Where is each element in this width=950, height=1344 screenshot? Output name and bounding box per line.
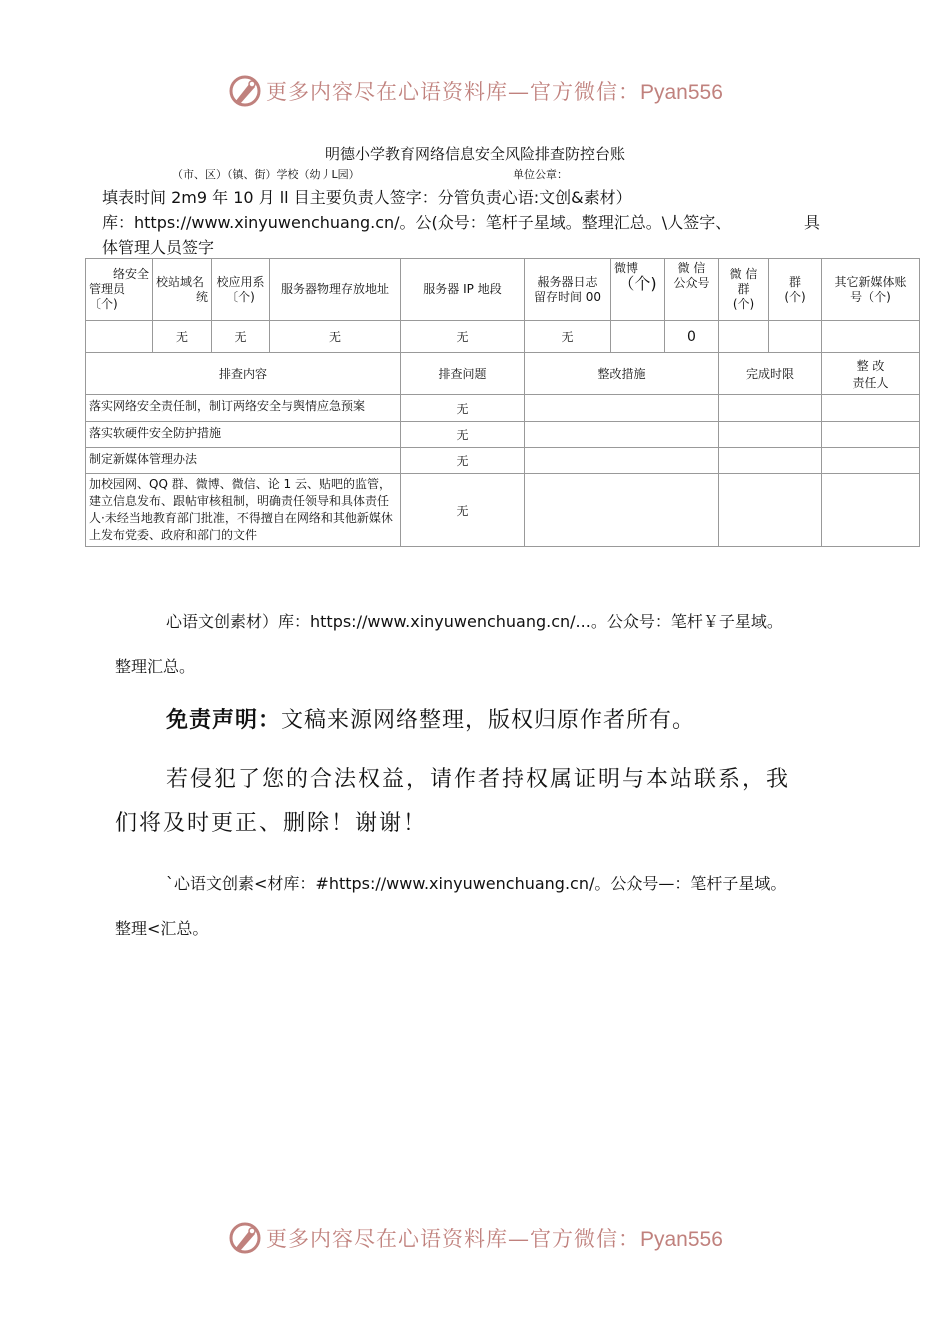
meta-location: （市、区）（镇、街）学校（幼丿L园）	[172, 168, 360, 181]
table-row	[86, 474, 920, 547]
disclaimer-line-2: 若侵犯了您的合法权益，请作者持权属证明与本站联系，我	[166, 767, 791, 792]
watermark-text: 更多内容尽在心语资料库—官方微信：Pyan556	[266, 1227, 723, 1251]
row-deadline	[719, 448, 822, 474]
header-domain: 校站域名 统	[153, 259, 212, 321]
section-content: 排查内容	[86, 353, 401, 395]
header-server-address: 服务器物理存放地址	[270, 259, 401, 321]
page-title: 明德小学教育网络信息安全风险排查防控台账	[324, 145, 625, 163]
header-other-media: 其它新媒体账 号（个)	[822, 259, 920, 321]
signature-line-end: 具	[804, 213, 821, 232]
risk-table	[85, 258, 920, 547]
value-cell: 无	[270, 321, 401, 353]
meta-stamp: 单位公章：	[513, 168, 568, 181]
section-deadline: 完成时限	[719, 353, 822, 395]
header-admin: 络安全 管理员 〔个)	[86, 259, 153, 321]
value-cell	[822, 321, 920, 353]
header-app-system: 校应用系 〔个)	[212, 259, 270, 321]
signature-line: 库：https://www.xinyuwenchuang.cn/。公(众号：笔杆子星域。整理汇总。\人签字、	[102, 213, 732, 232]
value-cell: 无	[525, 321, 611, 353]
table-row	[86, 422, 920, 448]
pen-logo-icon	[228, 74, 262, 108]
row-issue: 无	[401, 422, 525, 448]
pen-logo-icon	[228, 1221, 262, 1255]
value-cell	[769, 321, 822, 353]
disclaimer-line-3: 们将及时更正、删除！谢谢！	[115, 811, 428, 836]
row-content: 落实网络安全责任制，制订两络安全与舆情应急预案	[86, 395, 401, 422]
value-cell: 0	[665, 321, 719, 353]
fill-date-line: 填表时间 2m9 年 10 月 ll 目主要负责人签字：分管负责心语:文创&素材）	[102, 188, 632, 207]
manager-sign-line: 体管理人员签字	[102, 238, 215, 257]
disclaimer-label: 免责声明：	[166, 708, 282, 733]
value-cell: 无	[153, 321, 212, 353]
row-measure	[525, 474, 719, 547]
header-log-retention: 赧务器日志 留存时间 00	[525, 259, 611, 321]
header-server-ip: 服务器 IP 地段	[401, 259, 525, 321]
row-issue: 无	[401, 448, 525, 474]
watermark-bottom	[228, 1221, 723, 1255]
value-cell: 无	[212, 321, 270, 353]
row-issue: 无	[401, 395, 525, 422]
row-measure	[525, 395, 719, 422]
watermark-top	[228, 74, 723, 108]
table-row	[86, 395, 920, 422]
row-owner	[822, 474, 920, 547]
row-measure	[525, 422, 719, 448]
row-issue: 无	[401, 474, 525, 547]
value-cell	[86, 321, 153, 353]
source-paragraph-1: 心语文创素材）库：https://www.xinyuwenchuang.cn/...。公众号：笔杆￥子星域。	[166, 612, 783, 631]
row-owner	[822, 422, 920, 448]
table-row	[86, 448, 920, 474]
section-header-row	[86, 353, 920, 395]
row-content: 制定新媒体管理办法	[86, 448, 401, 474]
header-group: 群 (个)	[769, 259, 822, 321]
table-values-row	[86, 321, 920, 353]
row-measure	[525, 448, 719, 474]
header-weibo: 微博 （个)	[611, 259, 665, 321]
row-owner	[822, 448, 920, 474]
row-content: 落实软硬件安全防护措施	[86, 422, 401, 448]
section-issue: 排查问题	[401, 353, 525, 395]
row-deadline	[719, 395, 822, 422]
value-cell	[611, 321, 665, 353]
header-wechat-group: 微 信 群 (个)	[719, 259, 769, 321]
section-owner: 整 改 责任人	[822, 353, 920, 395]
row-deadline	[719, 422, 822, 448]
source-paragraph-1-end: 整理汇总。	[115, 657, 196, 676]
header-wechat-account: 微 信 公众号	[665, 259, 719, 321]
watermark-text: 更多内容尽在心语资料库—官方微信：Pyan556	[266, 80, 723, 104]
value-cell: 无	[401, 321, 525, 353]
section-measure: 整改措施	[525, 353, 719, 395]
row-content: 加校园网、QQ 群、微博、微信、论 1 云、贴吧的监管，建立信息发布、跟帖审核租制，明确责任领导和具体责任人·未经当地教育部门批准，不得擅自在网络和其他新媒休上发布党委、政府和部门的文件	[86, 474, 401, 547]
row-deadline	[719, 474, 822, 547]
source-paragraph-2-end: 整理<汇总。	[115, 919, 209, 938]
disclaimer-line-1: 免责声明：文稿来源网络整理，版权归原作者所有。	[166, 708, 696, 733]
row-owner	[822, 395, 920, 422]
value-cell	[719, 321, 769, 353]
source-paragraph-2: `心语文创素<材库：#https://www.xinyuwenchuang.cn/。公众号—：笔杆子星域。	[166, 874, 787, 893]
table-header-row	[86, 259, 920, 321]
